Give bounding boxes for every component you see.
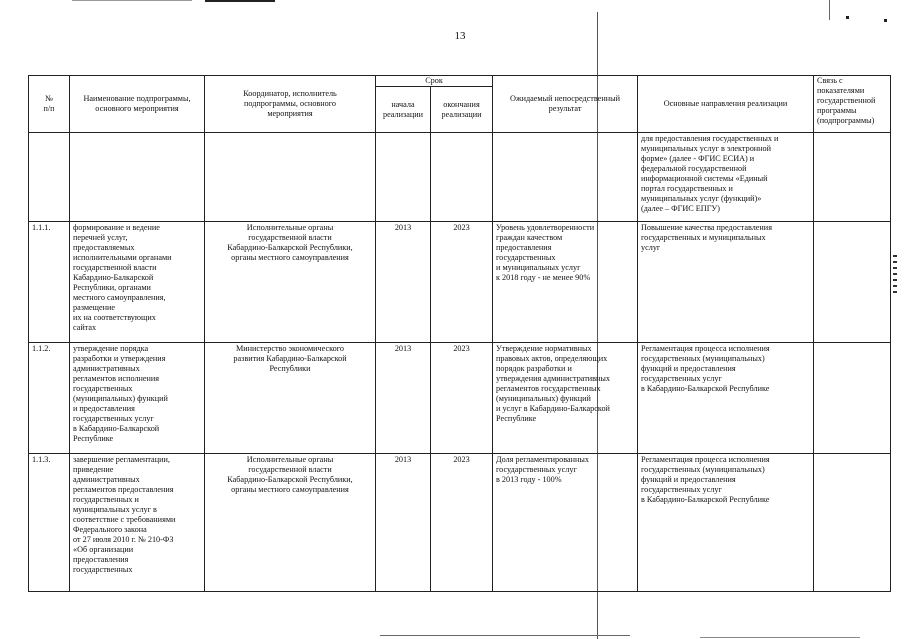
- header-num: № п/п: [29, 76, 70, 133]
- page-number: 13: [454, 30, 466, 42]
- scan-artifact-margin-marks: [893, 255, 897, 295]
- cell-end: 2023: [431, 343, 493, 454]
- cell-num: [29, 133, 70, 222]
- cell-coordinator: Исполнительные органы государственной власти Кабардино-Балкарской Республики, органы местного самоуправления: [205, 222, 376, 343]
- header-start: начала реализации: [376, 87, 431, 133]
- table-row: [29, 454, 891, 592]
- cell-name: завершение регламентации, приведение административных регламентов предоставления государственных и муниципальных услуг в соответствие с требованиями Федерального закона от 27 июля 2010 г. № 210-ФЗ «Об организации предоставления государственных: [70, 454, 205, 592]
- cell-start: [376, 133, 431, 222]
- header-result: Ожидаемый непосредственный результат: [493, 76, 638, 133]
- cell-link: [814, 343, 891, 454]
- cell-link: [814, 133, 891, 222]
- cell-result: Уровень удовлетворенности граждан качеством предоставления государственных и муниципальных услуг к 2018 году - не менее 90%: [493, 222, 638, 343]
- cell-result: Утверждение нормативных правовых актов, определяющих порядок разработки и утверждения административных регламентов государственных (муниципальных) функций и услуг в Кабардино-Балкарской Республике: [493, 343, 638, 454]
- scan-artifact-dot: [846, 16, 849, 19]
- cell-coordinator: [205, 133, 376, 222]
- scan-artifact-bottom-line: [700, 637, 860, 638]
- header-term: Срок: [376, 76, 493, 87]
- scan-artifact-dot: [884, 19, 887, 22]
- cell-num: 1.1.1.: [29, 222, 70, 343]
- cell-end: [431, 133, 493, 222]
- cell-directions: Регламентация процесса исполнения государственных (муниципальных) функций и предоставления государственных услуг в Кабардино-Балкарской Республике: [638, 454, 814, 592]
- table-row: [29, 222, 891, 343]
- cell-result: [493, 133, 638, 222]
- cell-start: 2013: [376, 222, 431, 343]
- cell-coordinator: Исполнительные органы государственной власти Кабардино-Балкарской Республики, органы местного самоуправления: [205, 454, 376, 592]
- cell-link: [814, 454, 891, 592]
- cell-directions: Повышение качества предоставления государственных и муниципальных услуг: [638, 222, 814, 343]
- measures-table: [28, 75, 891, 592]
- cell-link: [814, 222, 891, 343]
- header-directions: Основные направления реализации: [638, 76, 814, 133]
- cell-start: 2013: [376, 454, 431, 592]
- cell-name: [70, 133, 205, 222]
- cell-directions: для предоставления государственных и муниципальных услуг в электронной форме» (далее - ФГИС ЕСИА) и федеральной государственной информационной системы «Единый портал государственных и муниципальных услуг (функций)» (далее – ФГИС ЕПГУ): [638, 133, 814, 222]
- cell-end: 2023: [431, 222, 493, 343]
- cell-num: 1.1.3.: [29, 454, 70, 592]
- scan-artifact-top-mark: [205, 0, 275, 2]
- cell-directions: Регламентация процесса исполнения государственных (муниципальных) функций и предоставления государственных услуг в Кабардино-Балкарской Республике: [638, 343, 814, 454]
- cell-name: утверждение порядка разработки и утверждения административных регламентов исполнения государственных (муниципальных) функций и предоставления государственных услуг в Кабардино-Балкарской Республике: [70, 343, 205, 454]
- cell-coordinator: Министерство экономического развития Кабардино-Балкарской Республики: [205, 343, 376, 454]
- header-coordinator: Координатор, исполнитель подпрограммы, основного мероприятия: [205, 76, 376, 133]
- cell-name: формирование и ведение перечней услуг, предоставляемых исполнительными органами государственной власти Кабардино-Балкарской Республики, органами местного самоуправления, размещение их на соответствующих сайтах: [70, 222, 205, 343]
- header-name: Наименование подпрограммы, основного мероприятия: [70, 76, 205, 133]
- scan-artifact-vertical-line: [829, 0, 830, 20]
- scan-artifact-top-line: [72, 0, 192, 1]
- header-link: Связь с показателями государственной программы (подпрограммы): [814, 76, 891, 133]
- table-row: [29, 343, 891, 454]
- cell-start: 2013: [376, 343, 431, 454]
- cell-num: 1.1.2.: [29, 343, 70, 454]
- header-end: окончания реализации: [431, 87, 493, 133]
- scan-artifact-bottom-line: [380, 635, 630, 636]
- cell-result: Доля регламентированных государственных услуг в 2013 году - 100%: [493, 454, 638, 592]
- cell-end: 2023: [431, 454, 493, 592]
- table-row: [29, 133, 891, 222]
